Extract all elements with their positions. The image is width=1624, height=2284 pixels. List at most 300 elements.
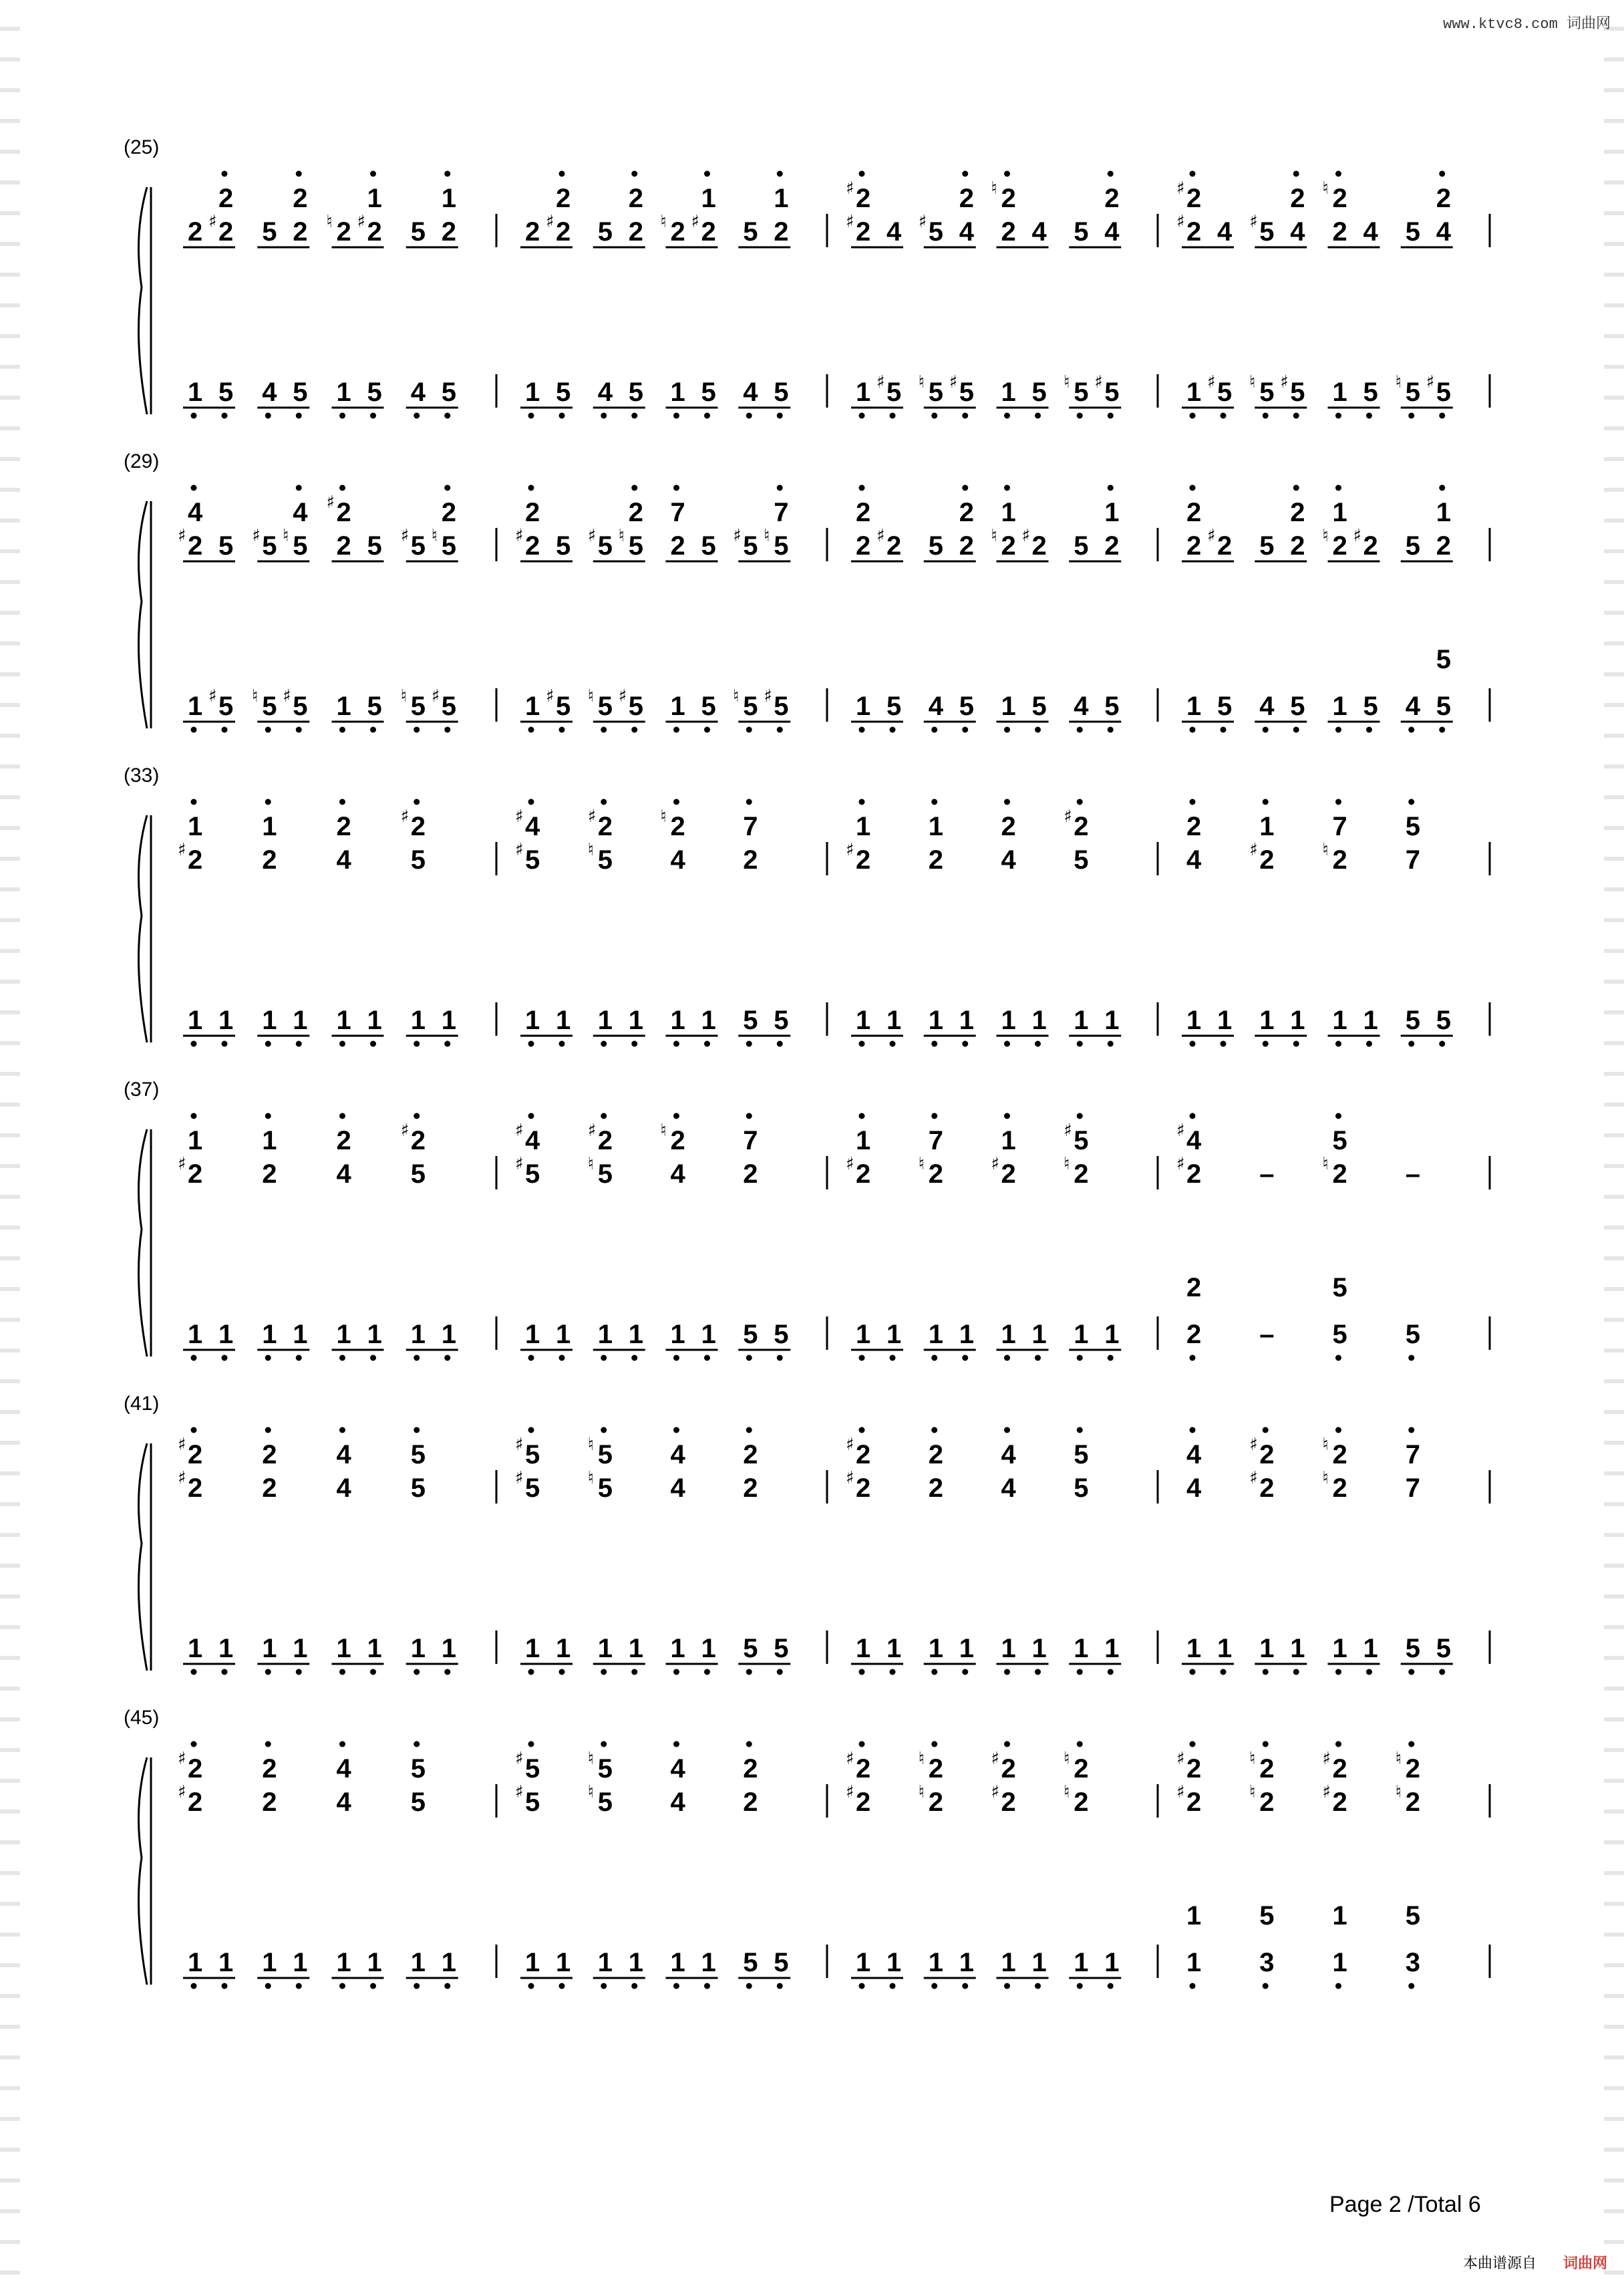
bass-note-digit: 1	[670, 1948, 685, 1977]
bass-note-digit: 1	[1001, 1948, 1016, 1977]
bass-note-digit: 1	[525, 378, 540, 407]
high-octave-dot	[1335, 1741, 1341, 1747]
bass-note-digit: 1	[367, 1634, 382, 1663]
low-octave-dot	[631, 1983, 637, 1989]
low-octave-dot	[1335, 1669, 1341, 1675]
accidental: ♯	[918, 212, 927, 232]
bass-note-digit: 5	[959, 378, 974, 407]
note-digit: 2	[1186, 1159, 1202, 1189]
accidental: ♯	[1176, 1749, 1185, 1769]
bass-note-digit: 5	[1436, 378, 1451, 407]
note-digit: 2	[928, 1159, 943, 1189]
top-note-digit: 4	[1001, 1440, 1016, 1469]
bass-note-digit: 1	[628, 1320, 643, 1349]
top-note-digit: 1	[367, 184, 382, 213]
high-octave-dot	[1004, 1113, 1010, 1119]
bass-note-digit: 5	[1074, 378, 1089, 407]
bass-note-digit: 5	[774, 1006, 789, 1035]
bass-note-digit: 1	[218, 1634, 234, 1663]
low-octave-dot	[859, 1355, 865, 1361]
low-octave-dot	[1335, 1041, 1341, 1047]
bass-top-digit: 2	[1186, 1273, 1202, 1302]
low-octave-dot	[370, 1669, 376, 1675]
low-octave-dot	[296, 727, 302, 733]
low-octave-dot	[528, 1355, 534, 1361]
low-octave-dot	[859, 413, 865, 419]
high-octave-dot	[931, 1741, 937, 1747]
low-octave-dot	[265, 1983, 271, 1989]
note-digit: 5	[410, 845, 426, 875]
bass-note-digit: 1	[367, 1948, 382, 1977]
low-octave-dot	[1108, 1041, 1114, 1047]
low-octave-dot	[1335, 413, 1341, 419]
accidental: ♮	[400, 686, 408, 706]
high-octave-dot	[370, 171, 376, 177]
note-digit: 4	[1217, 217, 1233, 247]
high-octave-dot	[414, 1427, 420, 1433]
top-note-digit: 5	[525, 1754, 540, 1783]
accidental: ♯	[1207, 372, 1216, 392]
note-digit: 2	[262, 1788, 277, 1817]
accidental: ♮	[1322, 1468, 1329, 1488]
low-octave-dot	[890, 1983, 896, 1989]
high-octave-dot	[601, 799, 607, 805]
bass-note-digit: 5	[1436, 1634, 1451, 1663]
high-octave-dot	[1439, 171, 1445, 177]
bass-note-digit: 1	[1001, 692, 1016, 721]
top-note-digit: 2	[856, 1754, 871, 1783]
low-octave-dot	[1263, 1983, 1269, 1989]
top-note-digit: 7	[743, 812, 758, 841]
top-note-digit: 2	[1186, 184, 1202, 213]
low-octave-dot	[890, 1355, 896, 1361]
accidental: ♮	[587, 1782, 595, 1802]
note-digit: 5	[525, 1473, 540, 1503]
high-octave-dot	[962, 171, 968, 177]
low-octave-dot	[1077, 1669, 1083, 1675]
top-note-digit: 2	[628, 498, 643, 527]
high-octave-dot	[528, 485, 534, 491]
bass-note-digit: 1	[410, 1634, 426, 1663]
top-note-digit: 2	[1259, 1754, 1275, 1783]
accidental: ♮	[660, 212, 667, 232]
top-note-digit: 1	[262, 1126, 277, 1155]
note-digit: 2	[1001, 531, 1016, 561]
bass-note-digit: 1	[886, 1948, 902, 1977]
bass-note-digit: 3	[1405, 1948, 1420, 1977]
top-note-digit: 2	[1332, 1754, 1347, 1783]
accidental: ♯	[846, 840, 854, 860]
note-digit: 2	[188, 845, 203, 875]
bass-note-digit: 4	[1074, 692, 1089, 721]
header-site-url: www.ktvc8.com 词曲网	[1443, 16, 1611, 33]
bass-note-digit: 1	[1332, 1006, 1347, 1035]
note-digit: 2	[1031, 531, 1047, 561]
high-octave-dot	[601, 1741, 607, 1747]
low-octave-dot	[704, 727, 710, 733]
note-digit: 2	[1332, 845, 1347, 875]
top-note-digit: 2	[597, 1126, 613, 1155]
high-octave-dot	[339, 1427, 345, 1433]
accidental: ♮	[764, 526, 770, 546]
top-note-digit: 2	[336, 812, 351, 841]
low-octave-dot	[931, 1041, 937, 1047]
bass-note-digit: 5	[556, 378, 571, 407]
system-brace	[139, 815, 148, 1042]
low-octave-dot	[339, 1669, 345, 1675]
accidental: ♯	[587, 807, 597, 827]
bass-note-digit: 5	[743, 1948, 758, 1977]
note-digit: 5	[218, 531, 234, 561]
low-octave-dot	[414, 1669, 420, 1675]
note-digit: 2	[856, 531, 871, 561]
low-octave-dot	[265, 1355, 271, 1361]
accidental: ♮	[587, 1435, 595, 1455]
high-octave-dot	[265, 799, 271, 805]
note-digit: 2	[743, 1473, 758, 1503]
measure-number: (41)	[124, 1393, 160, 1415]
accidental: ♯	[357, 212, 366, 232]
low-octave-dot	[1077, 1041, 1083, 1047]
bass-top-digit: 5	[1436, 645, 1451, 674]
low-octave-dot	[1221, 1041, 1227, 1047]
bass-note-digit: 5	[886, 378, 902, 407]
bass-note-digit: 1	[597, 1006, 613, 1035]
bass-note-digit: 1	[701, 1948, 716, 1977]
accidental: ♮	[1249, 1782, 1256, 1802]
accidental: ♯	[1176, 1121, 1185, 1141]
high-octave-dot	[265, 1113, 271, 1119]
top-note-digit: 1	[1104, 498, 1120, 527]
footer-source-text: 本曲谱源自	[1463, 2255, 1537, 2271]
high-octave-dot	[191, 799, 197, 805]
note-digit: 4	[1436, 217, 1451, 247]
low-octave-dot	[1077, 1355, 1083, 1361]
accidental: ♮	[431, 526, 438, 546]
bass-note-digit: 5	[367, 378, 382, 407]
high-octave-dot	[444, 485, 450, 491]
high-octave-dot	[1077, 1113, 1083, 1119]
bass-note-digit: 1	[1290, 1634, 1305, 1663]
bass-note-digit: 1	[188, 1634, 203, 1663]
accidental: ♯	[515, 1121, 524, 1141]
low-octave-dot	[859, 1669, 865, 1675]
note-digit: 2	[188, 217, 203, 247]
top-note-digit: 2	[525, 498, 540, 527]
note-digit: 2	[262, 1473, 277, 1503]
bass-note-digit: 5	[441, 692, 456, 721]
note-digit: 5	[1259, 217, 1275, 247]
accidental: ♯	[846, 1749, 854, 1769]
accidental: ♯	[846, 1154, 854, 1174]
low-octave-dot	[704, 1983, 710, 1989]
low-octave-dot	[1293, 727, 1299, 733]
accidental: ♮	[587, 840, 595, 860]
accidental: ♯	[991, 1154, 1000, 1174]
bass-note-digit: 1	[336, 1006, 351, 1035]
low-octave-dot	[1077, 413, 1083, 419]
low-octave-dot	[1263, 413, 1269, 419]
low-octave-dot	[1108, 413, 1114, 419]
accidental: ♯	[691, 212, 700, 232]
note-digit: 2	[188, 1788, 203, 1817]
top-note-digit: 2	[188, 1754, 203, 1783]
low-octave-dot	[222, 1355, 228, 1361]
accidental: ♯	[1064, 807, 1072, 827]
bass-note-digit: 1	[336, 1634, 351, 1663]
note-digit: 2	[1290, 531, 1305, 561]
low-octave-dot	[704, 1355, 710, 1361]
low-octave-dot	[1335, 1983, 1341, 1989]
bass-note-digit: 1	[1332, 1948, 1347, 1977]
bass-note-digit: 5	[1436, 692, 1451, 721]
bass-note-digit: 1	[1001, 378, 1016, 407]
top-note-digit: 2	[856, 498, 871, 527]
low-octave-dot	[370, 1355, 376, 1361]
note-digit: 2	[959, 531, 974, 561]
high-octave-dot	[1190, 799, 1196, 805]
accidental: ♯	[1280, 372, 1289, 392]
note-digit: 2	[928, 1473, 943, 1503]
bass-note-digit: 1	[928, 1006, 943, 1035]
top-note-digit: 2	[1074, 1754, 1089, 1783]
low-octave-dot	[601, 413, 607, 419]
high-octave-dot	[1263, 1427, 1269, 1433]
accidental: ♯	[515, 1154, 524, 1174]
bass-note-digit: 1	[670, 1006, 685, 1035]
low-octave-dot	[777, 1355, 783, 1361]
top-note-digit: 2	[1405, 1754, 1420, 1783]
low-octave-dot	[890, 1669, 896, 1675]
bass-note-digit: 1	[410, 1320, 426, 1349]
high-octave-dot	[859, 485, 865, 491]
bass-note-digit: 5	[1405, 1320, 1420, 1349]
accidental: ♯	[733, 526, 742, 546]
note-digit: 2	[743, 845, 758, 875]
bass-note-digit: 1	[597, 1634, 613, 1663]
low-octave-dot	[704, 1669, 710, 1675]
high-octave-dot	[1335, 1427, 1341, 1433]
bass-note-digit: 4	[597, 378, 613, 407]
bass-note-digit: 1	[188, 1006, 203, 1035]
bass-top-digit: 5	[1332, 1273, 1347, 1302]
high-octave-dot	[528, 1113, 534, 1119]
high-octave-dot	[1190, 1741, 1196, 1747]
accidental: ♯	[515, 526, 524, 546]
note-digit: 4	[959, 217, 974, 247]
bass-note-digit: 5	[293, 692, 308, 721]
accidental: ♮	[1249, 372, 1256, 392]
bass-note-digit: 1	[856, 1320, 871, 1349]
measure-number: (33)	[124, 764, 160, 787]
bass-note-digit: 5	[743, 692, 758, 721]
low-octave-dot	[222, 1669, 228, 1675]
high-octave-dot	[1335, 1113, 1341, 1119]
accidental: ♮	[733, 686, 740, 706]
low-octave-dot	[1108, 1983, 1114, 1989]
accidental: ♯	[400, 807, 410, 827]
low-octave-dot	[339, 413, 345, 419]
low-octave-dot	[1190, 727, 1196, 733]
note-digit: 5	[743, 217, 758, 247]
accidental: ♯	[846, 1782, 854, 1802]
top-note-digit: 1	[701, 184, 716, 213]
high-octave-dot	[1293, 485, 1299, 491]
note-digit: 4	[1031, 217, 1047, 247]
bass-note-digit: 1	[188, 1320, 203, 1349]
low-octave-dot	[191, 1669, 197, 1675]
note-digit: 5	[928, 217, 943, 247]
system-brace	[139, 1757, 148, 1985]
top-note-digit: 5	[410, 1440, 426, 1469]
bass-note-digit: 4	[1405, 692, 1420, 721]
low-octave-dot	[931, 1355, 937, 1361]
low-octave-dot	[673, 1355, 679, 1361]
top-note-digit: 2	[293, 184, 308, 213]
accidental: ♯	[546, 212, 554, 232]
accidental: ♯	[515, 1435, 524, 1455]
low-octave-dot	[777, 1041, 783, 1047]
note-digit: 2	[701, 217, 716, 247]
bass-note-digit: 5	[743, 1634, 758, 1663]
high-octave-dot	[1077, 1741, 1083, 1747]
top-note-digit: 2	[1290, 498, 1305, 527]
top-note-digit: 2	[1290, 184, 1305, 213]
low-octave-dot	[1190, 413, 1196, 419]
low-octave-dot	[1035, 413, 1041, 419]
bass-note-digit: 1	[556, 1634, 571, 1663]
low-octave-dot	[631, 1041, 637, 1047]
low-octave-dot	[1221, 413, 1227, 419]
bass-note-digit: 1	[218, 1948, 234, 1977]
high-octave-dot	[191, 485, 197, 491]
low-octave-dot	[444, 1983, 450, 1989]
bass-note-digit: 5	[1290, 378, 1305, 407]
accidental: ♯	[846, 1435, 854, 1455]
accidental: ♮	[660, 1121, 667, 1141]
note-digit: 2	[856, 845, 871, 875]
note-digit: 2	[743, 1788, 758, 1817]
bass-note-digit: 1	[262, 1006, 277, 1035]
bass-note-digit: 4	[262, 378, 277, 407]
low-octave-dot	[673, 1041, 679, 1047]
low-octave-dot	[890, 1041, 896, 1047]
bass-note-digit: 1	[670, 692, 685, 721]
bass-note-digit: 5	[628, 378, 643, 407]
bass-note-digit: 5	[1405, 378, 1420, 407]
note-digit: 5	[1074, 1473, 1089, 1503]
top-note-digit: 1	[1001, 1126, 1016, 1155]
top-note-digit: 1	[928, 812, 943, 841]
bass-note-digit: 5	[1363, 692, 1378, 721]
bass-note-digit: 1	[886, 1634, 902, 1663]
top-note-digit: 5	[597, 1440, 613, 1469]
low-octave-dot	[1408, 413, 1414, 419]
low-octave-dot	[962, 1669, 968, 1675]
accidental: ♯	[1426, 372, 1435, 392]
high-octave-dot	[777, 485, 783, 491]
low-octave-dot	[1408, 1041, 1414, 1047]
low-octave-dot	[1190, 1983, 1196, 1989]
high-octave-dot	[1077, 799, 1083, 805]
low-octave-dot	[370, 1983, 376, 1989]
note-digit: 2	[1259, 845, 1275, 875]
accidental: ♮	[660, 807, 667, 827]
accidental: ♮	[1322, 1435, 1329, 1455]
accidental: ♯	[1176, 1154, 1185, 1174]
note-digit: 5	[1259, 531, 1275, 561]
accidental: ♮	[1064, 372, 1070, 392]
accidental: ♯	[178, 526, 186, 546]
bass-note-digit: 1	[959, 1634, 974, 1663]
low-octave-dot	[414, 1983, 420, 1989]
low-octave-dot	[673, 1669, 679, 1675]
note-digit: 2	[1363, 531, 1378, 561]
accidental: ♮	[1395, 1782, 1402, 1802]
bass-note-digit: 1	[556, 1320, 571, 1349]
bass-note-digit: 1	[959, 1006, 974, 1035]
accidental: ♯	[431, 686, 440, 706]
accidental: ♯	[208, 686, 217, 706]
low-octave-dot	[1004, 1041, 1010, 1047]
accidental: ♮	[1395, 372, 1402, 392]
note-digit: 2	[336, 531, 351, 561]
high-octave-dot	[859, 1741, 865, 1747]
accidental: ♯	[587, 526, 597, 546]
bass-note-digit: 1	[1363, 1634, 1378, 1663]
accidental: ♯	[515, 840, 524, 860]
low-octave-dot	[265, 1669, 271, 1675]
bass-note-digit: 5	[774, 378, 789, 407]
top-note-digit: 2	[1186, 498, 1202, 527]
low-octave-dot	[1408, 727, 1414, 733]
note-digit: 2	[188, 1473, 203, 1503]
low-octave-dot	[1263, 727, 1269, 733]
low-octave-dot	[1004, 413, 1010, 419]
top-note-digit: 2	[928, 1754, 943, 1783]
note-digit: 2	[262, 845, 277, 875]
note-digit: 2	[441, 217, 456, 247]
high-octave-dot	[296, 171, 302, 177]
note-digit: 5	[410, 217, 426, 247]
low-octave-dot	[222, 413, 228, 419]
low-octave-dot	[777, 1669, 783, 1675]
top-note-digit: 2	[928, 1440, 943, 1469]
note-digit: 4	[670, 1473, 685, 1503]
bass-note-digit: 1	[1217, 1006, 1233, 1035]
low-octave-dot	[559, 1355, 565, 1361]
low-octave-dot	[370, 727, 376, 733]
accidental: ♮	[283, 526, 289, 546]
bass-top-digit: 1	[1186, 1901, 1202, 1931]
top-note-digit: 4	[670, 1440, 685, 1469]
top-note-digit: 7	[743, 1126, 758, 1155]
bass-note-digit: 1	[525, 1948, 540, 1977]
low-octave-dot	[1108, 1355, 1114, 1361]
accidental: ♯	[1064, 1121, 1072, 1141]
bass-note-digit: 1	[367, 1320, 382, 1349]
high-octave-dot	[444, 171, 450, 177]
low-octave-dot	[528, 727, 534, 733]
bass-note-digit: 1	[1031, 1320, 1047, 1349]
low-octave-dot	[631, 1355, 637, 1361]
system-brace	[139, 501, 148, 728]
note-digit: 2	[525, 217, 540, 247]
bass-note-digit: 1	[262, 1320, 277, 1349]
top-note-digit: 2	[556, 184, 571, 213]
high-octave-dot	[673, 799, 679, 805]
note-digit: 2	[1074, 1788, 1089, 1817]
